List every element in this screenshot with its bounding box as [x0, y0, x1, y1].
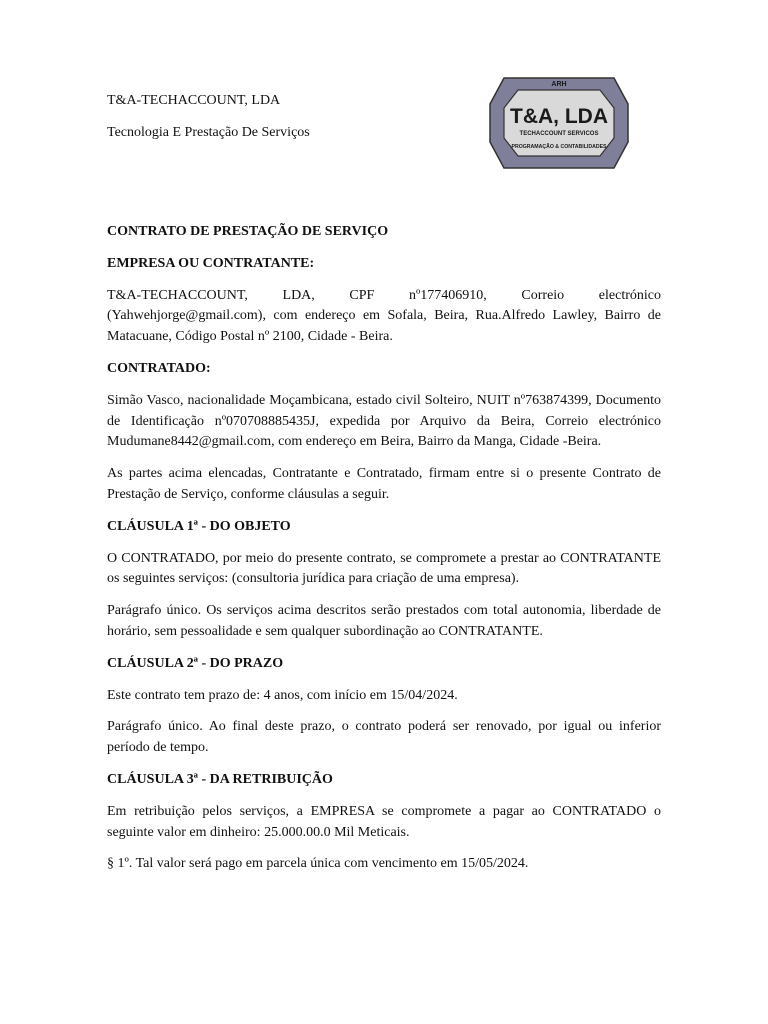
- clause2-heading: CLÁUSULA 2ª - DO PRAZO: [107, 655, 284, 671]
- contratado-text: Simão Vasco, nacionalidade Moçambicana, estado civil Solteiro, NUIT nº763874399, Documento de Identificação nº070708885435J, expedida por Arquivo da Beira, Correio electrónico Mudumane8442@gmail.com, com endereço em Beira, Bairro da Manga, Cidade -Beira.: [107, 392, 661, 450]
- clause3-heading: CLÁUSULA 3ª - DA RETRIBUIÇÃO: [107, 771, 333, 787]
- company-logo: [478, 68, 640, 178]
- clause1-text: O CONTRATADO, por meio do presente contrato, se compromete a prestar ao CONTRATANTE os seguintes serviços: (consultoria jurídica para criação de uma empresa).: [107, 550, 661, 587]
- contratado-heading: CONTRATADO:: [107, 360, 211, 376]
- contract-title: CONTRATO DE PRESTAÇÃO DE SERVIÇO: [107, 224, 389, 239]
- clause1-paragraph: Parágrafo único. Os serviços acima descritos serão prestados com total autonomia, liberdade de horário, sem pessoalidade e sem qualquer subordinação ao CONTRATANTE.: [107, 603, 661, 639]
- logo-line1-text: TECHACCOUNT SERVICOS: [519, 131, 599, 137]
- logo-top-text: ARH: [551, 81, 567, 88]
- clause3-text: Em retribuição pelos serviços, a EMPRESA se compromete a pagar ao CONTRATADO o seguinte valor em dinheiro: 25.000.00.0 Mil Meticais.: [107, 803, 661, 840]
- company-name: T&A-TECHACCOUNT, LDA: [107, 93, 281, 108]
- contratante-heading: EMPRESA OU CONTRATANTE:: [107, 255, 315, 271]
- clause3-paragraph: § 1º. Tal valor será pago em parcela única com vencimento em 15/05/2024.: [107, 856, 529, 872]
- company-tagline: Tecnologia E Prestação De Serviços: [107, 125, 310, 140]
- logo-hexagon-icon: [478, 68, 640, 178]
- clause2-text: Este contrato tem prazo de: 4 anos, com início em 15/04/2024.: [107, 687, 458, 703]
- clause1-heading: CLÁUSULA 1ª - DO OBJETO: [107, 518, 291, 534]
- contract-body: [107, 222, 661, 886]
- logo-line2-text: PROGRAMAÇÃO & CONTABILIDADES: [511, 144, 607, 150]
- clause2-paragraph: Parágrafo único. Ao final deste prazo, o contrato poderá ser renovado, por igual ou inferior período de tempo.: [107, 719, 661, 756]
- logo-main-text: T&A, LDA: [510, 105, 608, 128]
- intro-text: As partes acima elencadas, Contratante e Contratado, firmam entre si o presente Contrato de Prestação de Serviço, conforme cláusulas a seguir.: [107, 466, 661, 502]
- contratante-text: T&A-TECHACCOUNT, LDA, CPF nº177406910, Correio electrónico (Yahwehjorge@gmail.com), com endereço em Sofala, Beira, Rua.Alfredo Lawley, Bairro de Matacuane, Código Postal nº 2100, Cidade - Beira.: [107, 287, 661, 345]
